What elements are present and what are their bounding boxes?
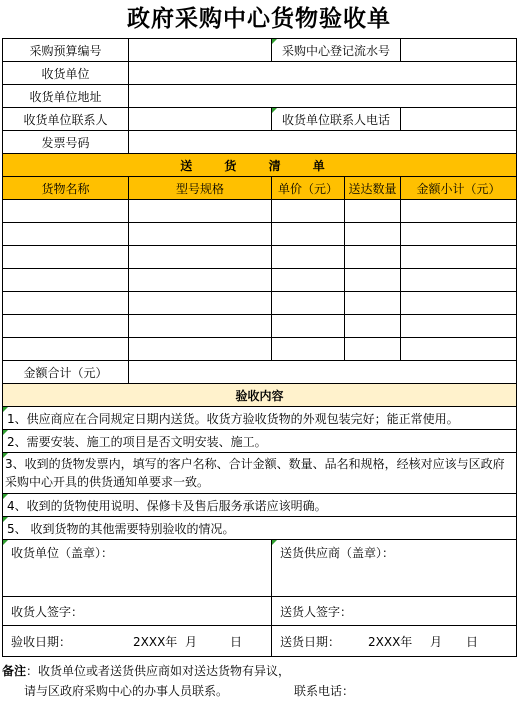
cell-quantity[interactable] [345,200,401,223]
receiver-sign-label: 收货人签字： [11,604,84,619]
cell-model[interactable] [129,223,272,246]
acceptance-item-3: 3、收到的货物发票内，填写的客户名称、合计金额、数量、品名和规格，经核对应该与区政府采购中心开具的供货通知单要求一致。 [3,453,517,494]
send-date-day: 日 [466,634,479,649]
serial-no-label: 采购中心登记流水号 [272,39,401,62]
table-row [3,292,517,315]
cell-quantity[interactable] [345,246,401,269]
cell-unit-price[interactable] [272,223,345,246]
total-amount-label: 金额合计（元） [3,361,129,384]
cell-subtotal[interactable] [401,292,517,315]
cell-model[interactable] [129,338,272,361]
contact-phone-label: 联系电话： [294,684,355,698]
cell-goods-name[interactable] [3,315,129,338]
table-row [3,315,517,338]
delivery-header-row [3,177,517,200]
sender-sign-cell[interactable] [272,597,517,626]
table-row [3,338,517,361]
form-title: 政府采购中心货物验收单 [127,6,391,32]
receiver-contact-label: 收货单位联系人 [3,108,129,131]
delivery-section-title-text: 送 货 清 单 [180,158,339,173]
cell-quantity[interactable] [345,338,401,361]
receive-date-day: 日 [230,634,243,649]
receiver-phone-value[interactable] [401,108,517,131]
col-header-subtotal: 金额小计（元） [401,177,517,200]
cell-model[interactable] [129,315,272,338]
table-row [3,200,517,223]
remarks [0,657,518,701]
cell-unit-price[interactable] [272,269,345,292]
cell-goods-name[interactable] [3,200,129,223]
invoice-no-label: 发票号码 [3,131,129,154]
table-row [3,223,517,246]
cell-model[interactable] [129,200,272,223]
send-date-month: 月 [430,634,443,649]
serial-no-value[interactable] [401,39,517,62]
send-date-cell[interactable] [272,626,517,657]
budget-no-label: 采购预算编号 [3,39,129,62]
cell-goods-name[interactable] [3,292,129,315]
cell-model[interactable] [129,246,272,269]
cell-subtotal[interactable] [401,315,517,338]
receive-date-cell[interactable] [3,626,272,657]
cell-subtotal[interactable] [401,338,517,361]
cell-goods-name[interactable] [3,223,129,246]
acceptance-item-1: 1、供应商应在合同规定日期内送货。收货方验收货物的外观包装完好；能正常使用。 [3,407,517,430]
receiver-contact-value[interactable] [129,108,272,131]
receiver-unit-label: 收货单位 [3,62,129,85]
receiver-address-value[interactable] [129,85,517,108]
cell-unit-price[interactable] [272,338,345,361]
cell-unit-price[interactable] [272,200,345,223]
form-table [2,38,517,657]
table-row [3,246,517,269]
receiver-sign-cell[interactable] [3,597,272,626]
remarks-line-2: 请与区政府采购中心的办事人员联系。 [24,684,229,698]
send-date-label: 送货日期： [280,634,341,649]
sender-sign-label: 送货人签字： [280,604,353,619]
invoice-no-value[interactable] [129,131,517,154]
cell-quantity[interactable] [345,292,401,315]
remarks-line-1: ：收货单位或者送货供应商如对送达货物有异议， [26,664,291,678]
receiver-seal-cell[interactable] [3,540,272,597]
total-amount-value[interactable] [129,361,517,384]
cell-quantity[interactable] [345,223,401,246]
cell-unit-price[interactable] [272,315,345,338]
cell-subtotal[interactable] [401,200,517,223]
col-header-quantity: 送达数量 [345,177,401,200]
receiver-seal-label: 收货单位（盖章）： [11,546,114,560]
cell-goods-name[interactable] [3,338,129,361]
budget-no-value[interactable] [129,39,272,62]
delivery-section-title [3,154,517,177]
cell-subtotal[interactable] [401,269,517,292]
supplier-seal-cell[interactable] [272,540,517,597]
cell-model[interactable] [129,292,272,315]
acceptance-item-4: 4、收到的货物使用说明、保修卡及售后服务承诺应该明确。 [3,494,517,517]
cell-subtotal[interactable] [401,246,517,269]
cell-quantity[interactable] [345,269,401,292]
receive-date-month: 月 [185,634,198,649]
cell-quantity[interactable] [345,315,401,338]
cell-unit-price[interactable] [272,292,345,315]
receive-date-year: 2XXX年 [133,634,178,649]
table-row [3,269,517,292]
receiver-phone-label: 收货单位联系人电话 [272,108,401,131]
acceptance-item-2: 2、需要安装、施工的项目是否文明安装、施工。 [3,430,517,453]
acceptance-item-5: 5、 收到货物的其他需要特别验收的情况。 [3,517,517,540]
acceptance-section-title: 验收内容 [3,384,517,407]
cell-model[interactable] [129,269,272,292]
receiver-unit-value[interactable] [129,62,517,85]
cell-goods-name[interactable] [3,269,129,292]
remarks-prefix: 备注 [2,664,27,678]
receive-date-label: 验收日期： [11,634,72,649]
supplier-seal-label: 送货供应商（盖章）： [280,546,395,560]
col-header-model: 型号规格 [129,177,272,200]
cell-goods-name[interactable] [3,246,129,269]
col-header-unit-price: 单价（元） [272,177,345,200]
receiver-address-label: 收货单位地址 [3,85,129,108]
cell-unit-price[interactable] [272,246,345,269]
cell-subtotal[interactable] [401,223,517,246]
col-header-goods-name: 货物名称 [3,177,129,200]
send-date-year: 2XXX年 [368,634,413,649]
